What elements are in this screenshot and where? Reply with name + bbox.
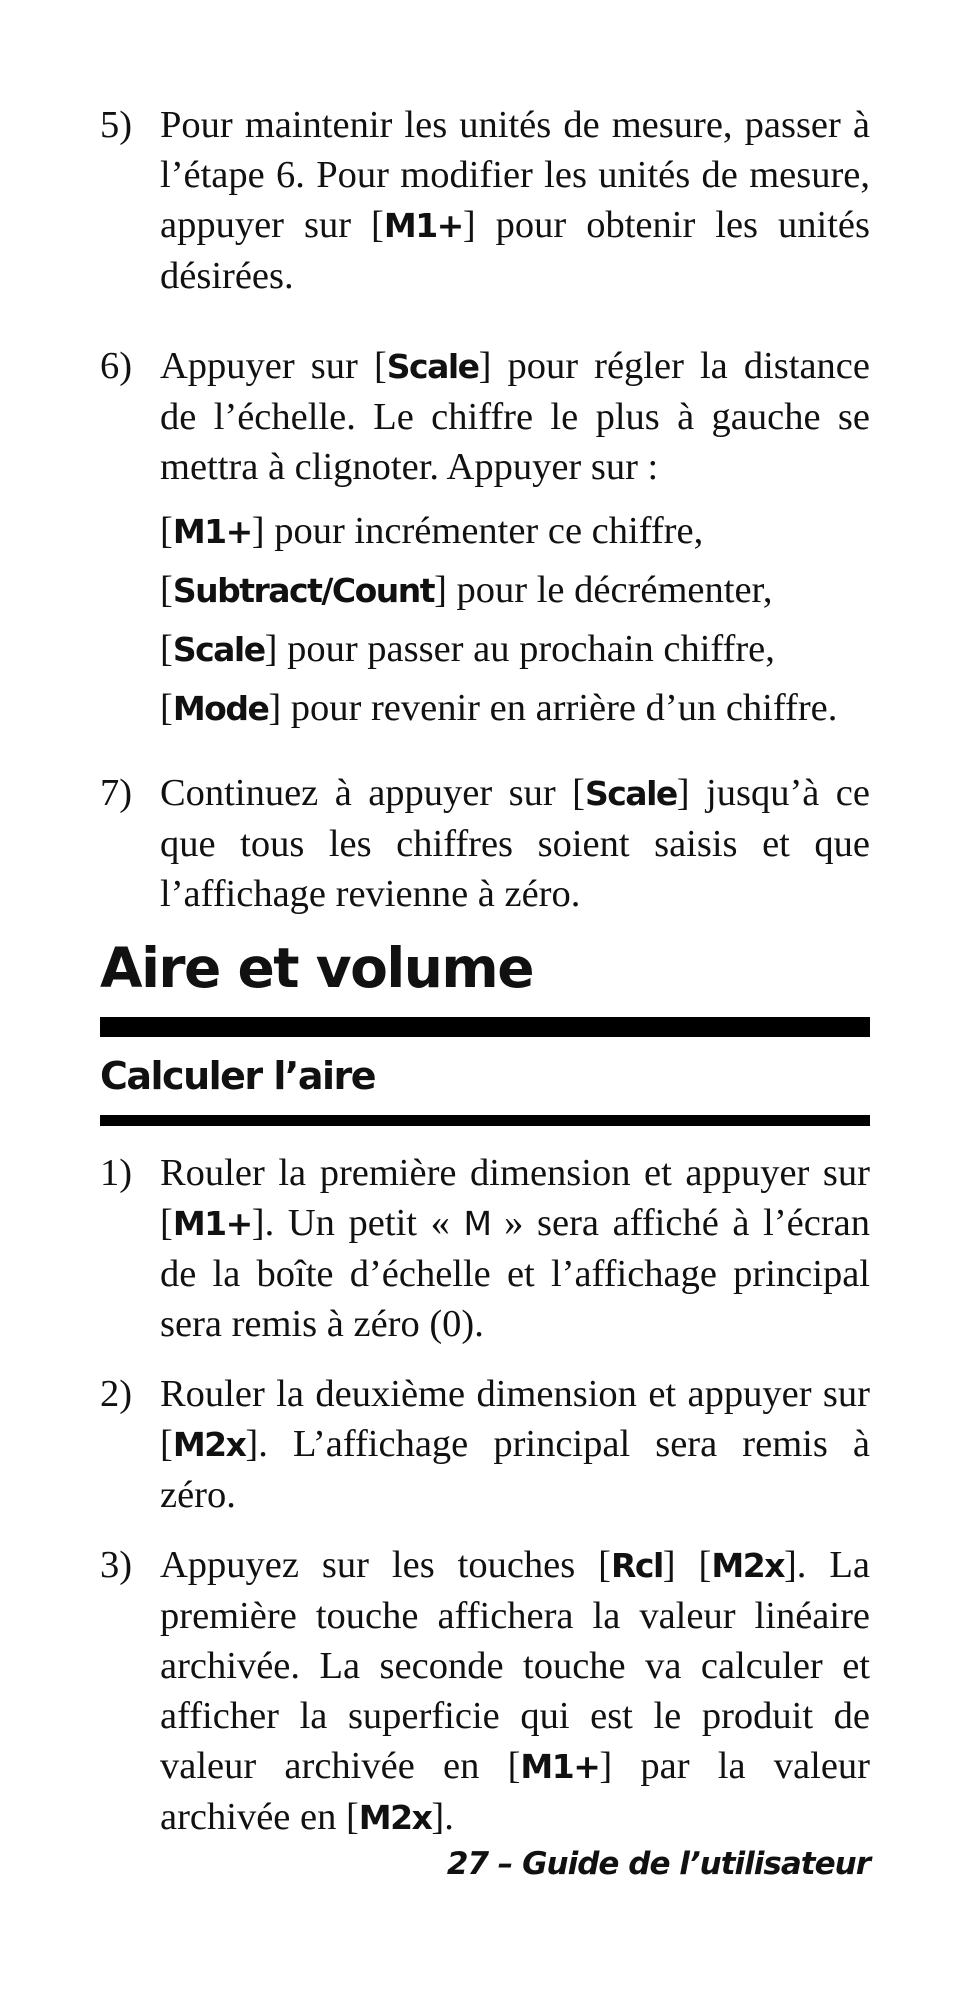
step-3: [100, 1540, 870, 1843]
key-scale: Scale: [172, 630, 265, 669]
key-m1-plus: M1+: [172, 1204, 252, 1243]
section-heading: Aire et volume: [100, 936, 533, 1000]
key-m1-plus: M1+: [520, 1747, 600, 1786]
step-number: 6): [100, 345, 133, 387]
step-number: 1): [100, 1152, 133, 1194]
step-7: [100, 768, 870, 919]
heading-rule-thin: [100, 1115, 870, 1126]
instruction-list-continued: [100, 100, 870, 919]
step-text: Appuyez sur les touches [Rcl] [M2x]. La première touche affichera la valeur linéaire archivée. La seconde touche va calculer et afficher la superficie qui est le produit de valeur archivée en [M1+] par la valeur archivée en [M2x].: [160, 1544, 870, 1838]
key-m2x: M2x: [172, 1425, 246, 1464]
key-rcl: Rcl: [611, 1546, 663, 1585]
key-m1-plus: M1+: [172, 512, 252, 551]
memory-indicator-m: M: [463, 1204, 491, 1243]
key-subtract-count: Subtract/Count: [172, 571, 435, 610]
step-1: [100, 1148, 870, 1349]
step-text: Continuez à appuyer sur [Scale] jusqu’à ce que tous les chiffres soient saisis et que l’affichage revienne à zéro.: [160, 772, 870, 915]
step-text: Rouler la deuxième dimension et appuyer sur [M2x]. L’affichage principal sera remis à zéro.: [160, 1373, 870, 1516]
page-content: [100, 100, 870, 1843]
page-footer: 27 – Guide de l’utilisateur: [446, 1846, 870, 1882]
key-action-list: [160, 502, 870, 738]
step-number: 5): [100, 104, 133, 146]
key-scale: Scale: [386, 347, 479, 386]
subsection-heading: Calculer l’aire: [100, 1054, 376, 1098]
step-2: [100, 1369, 870, 1520]
step-number: 3): [100, 1544, 133, 1586]
key-action-line: [M1+] pour incrémenter ce chiffre,: [160, 510, 704, 552]
key-action-line: [Subtract/Count] pour le décrémenter,: [160, 569, 773, 611]
area-instruction-list: [100, 1148, 870, 1843]
key-m2x: M2x: [358, 1798, 432, 1837]
key-action-line: [Mode] pour revenir en arrière d’un chiffre.: [160, 687, 838, 729]
key-action-line: [Scale] pour passer au prochain chiffre,: [160, 628, 775, 670]
key-m1-plus: M1+: [383, 206, 463, 245]
step-5: [100, 100, 870, 301]
heading-rule-thick: [100, 1017, 870, 1037]
step-text: Pour maintenir les unités de mesure, passer à l’étape 6. Pour modifier les unités de mesure, appuyer sur [M1+] pour obtenir les unités désirées.: [160, 104, 870, 297]
step-number: 7): [100, 772, 133, 814]
key-scale: Scale: [584, 774, 677, 813]
step-6: [100, 341, 870, 738]
step-text: Rouler la première dimension et appuyer sur [M1+]. Un petit « M » sera affiché à l’écran de la boîte d’échelle et l’affichage principal sera remis à zéro (0).: [160, 1152, 870, 1345]
step-number: 2): [100, 1373, 133, 1415]
key-mode: Mode: [172, 689, 269, 728]
key-m2x: M2x: [711, 1546, 784, 1585]
step-text: Appuyer sur [Scale] pour régler la distance de l’échelle. Le chiffre le plus à gauche se mettra à clignoter. Appuyer sur : [M1+] pour incrémenter ce chiffre, [Subtract/Count] pour le décrémenter, [Scale] pour passer au prochain chiffre, [Mode] pour revenir en arrière d’un chiffre.: [160, 341, 870, 738]
